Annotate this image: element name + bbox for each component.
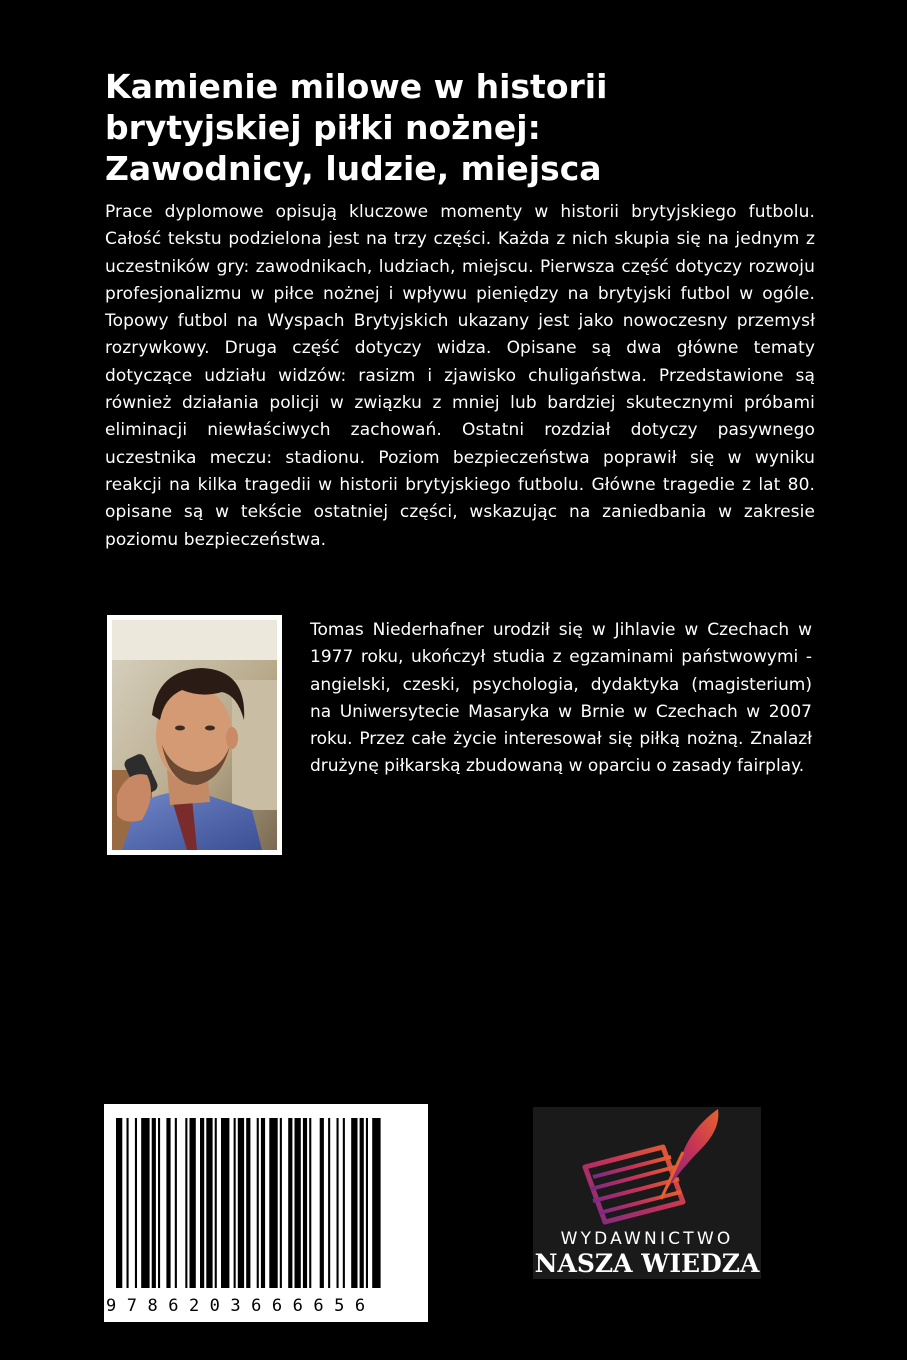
barcode-bar — [269, 1118, 277, 1288]
publisher-label: WYDAWNICTWO — [560, 1229, 734, 1249]
title-line-2: brytyjskiej piłki nożnej: — [105, 108, 541, 147]
barcode-bar — [360, 1118, 364, 1288]
barcode-bar — [175, 1118, 177, 1288]
barcode-bar — [200, 1118, 204, 1288]
barcode-bars — [104, 1104, 428, 1294]
author-bio: Tomas Niederhafner urodził się w Jihlavie w Czechach w 1977 roku, ukończył studia z egzaminami państwowymi - angielski, czeski, psychologia, dydaktyka (magisterium) na Uniwersytecie Masaryka w Brnie w Czechach w 2007 roku. Przez całe życie interesował się piłką nożną. Znalazł drużynę piłkarską zbudowaną w oparciu o zasady fairplay. — [310, 620, 812, 777]
barcode-bar — [238, 1118, 244, 1288]
author-photo — [107, 615, 282, 855]
book-with-quill-icon — [533, 1107, 761, 1232]
barcode-bar — [343, 1118, 345, 1288]
title-line-1: Kamienie milowe w historii — [105, 67, 608, 106]
barcode-bar — [190, 1118, 196, 1288]
isbn-number: 9786203666656 — [106, 1296, 376, 1316]
barcode-bar — [351, 1118, 357, 1288]
barcode-bar — [337, 1118, 339, 1288]
publisher-logo — [533, 1107, 761, 1279]
barcode-bar — [221, 1118, 229, 1288]
barcode-bar — [280, 1118, 282, 1288]
barcode-bar — [158, 1118, 160, 1288]
barcode-bar — [261, 1118, 265, 1288]
barcode-bar — [295, 1118, 301, 1288]
barcode-bar — [309, 1118, 311, 1288]
title-line-3: Zawodnicy, ludzie, miejsca — [105, 149, 602, 188]
barcode-bar — [206, 1118, 212, 1288]
barcode-bar — [141, 1118, 149, 1288]
barcode-bar — [288, 1118, 292, 1288]
author-portrait — [112, 620, 277, 850]
barcode-bar — [328, 1118, 330, 1288]
barcode-bar — [366, 1118, 368, 1288]
barcode-bar — [135, 1118, 137, 1288]
book-title — [105, 66, 825, 189]
barcode-bar — [166, 1118, 170, 1288]
barcode-bar — [127, 1118, 129, 1288]
barcode-bar — [152, 1118, 156, 1288]
publisher-name: NASZA WIEDZA — [534, 1249, 760, 1278]
barcode-bar — [257, 1118, 259, 1288]
barcode-bar — [234, 1118, 236, 1288]
barcode-bar — [320, 1118, 324, 1288]
isbn-barcode — [104, 1104, 428, 1322]
barcode-bar — [246, 1118, 250, 1288]
barcode-bar — [215, 1118, 217, 1288]
barcode-bar — [116, 1118, 122, 1288]
barcode-bar — [372, 1118, 380, 1288]
book-description: Prace dyplomowe opisują kluczowe momenty w historii brytyjskiego futbolu. Całość tekstu podzielona jest na trzy części. Każda z nich skupia się na jednym z uczestników gry: zawodnikach, ludziach, miejscu. Pierwsza część dotyczy rozwoju profesjonalizmu w piłce nożnej i wpływu pieniędzy na brytyjski futbol w ogóle. Topowy futbol na Wyspach Brytyjskich ukazany jest jako nowoczesny przemysł rozrywkowy. Druga część dotyczy widza. Opisane są dwa główne tematy dotyczące udziału widzów: rasizm i zjawisko chuligaństwa. Przedstawione są również działania policji w związku z mniej lub bardziej skutecznymi próbami eliminacji niewłaściwych zachowań. Ostatni rozdział dotyczy pasywnego uczestnika meczu: stadionu. Poziom bezpieczeństwa poprawił się w wyniku reakcji na kilka tragedii w historii brytyjskiego futbolu. Główne tragedie z lat 80. opisane są w tekście ostatniej części, wskazując na zaniedbania w zakresie poziomu bezpieczeństwa. — [105, 202, 815, 550]
barcode-bar — [185, 1118, 187, 1288]
barcode-bar — [303, 1118, 307, 1288]
